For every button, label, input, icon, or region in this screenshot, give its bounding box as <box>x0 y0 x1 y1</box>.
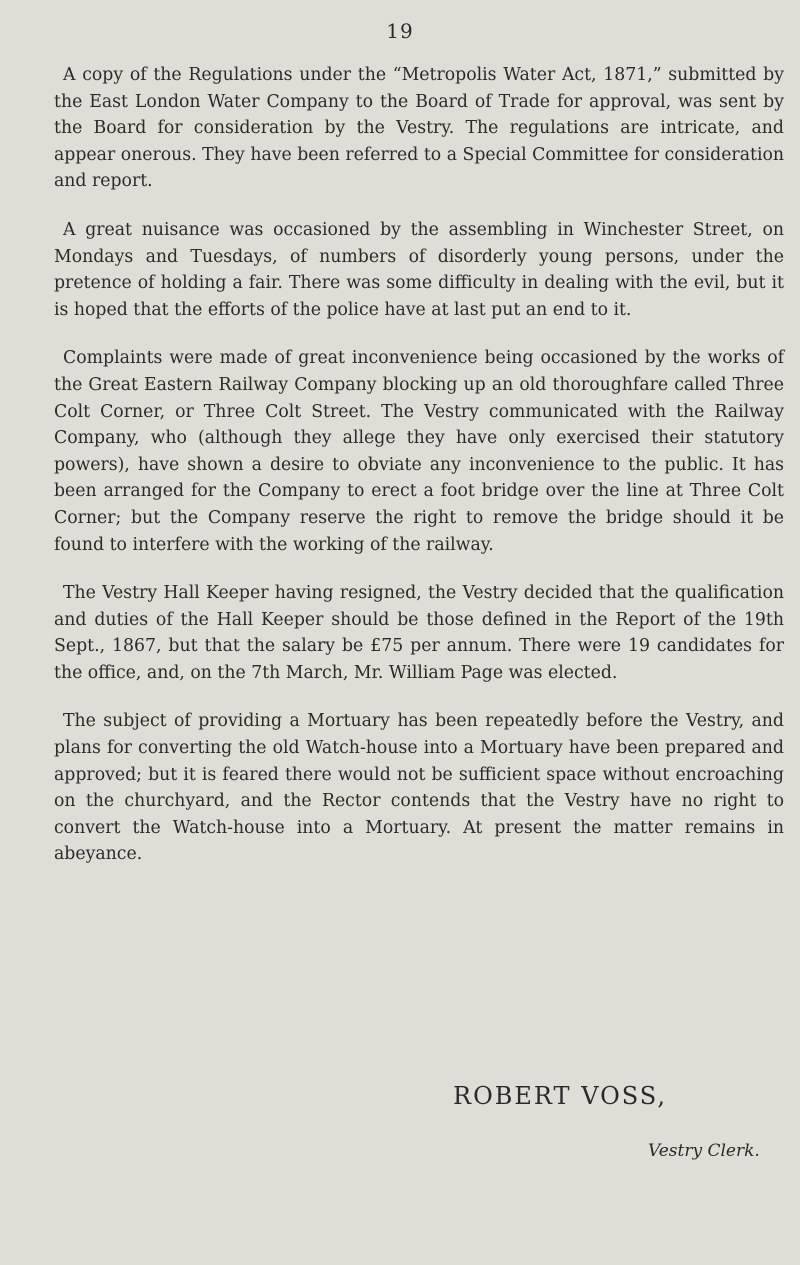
body-text <box>54 62 784 890</box>
paragraph-hall-keeper: The Vestry Hall Keeper having resigned, the Vestry decided that the qualification and duties of the Hall Keeper should be those defined in the Report of the 19th Sept., 1867, but that the salary be £75 per annum. There were 19 candidates for the office, and, on the 7th March, Mr. William Page was elected. <box>54 583 784 683</box>
paragraph-water-act-regulations: A copy of the Regulations under the “Metropolis Water Act, 1871,” submitted by the East London Water Company to the Board of Trade for approval, was sent by the Board for consideration by the Vestry. The regulations are intricate, and appear onerous. They have been referred to a Special Committee for consideration and report. <box>54 65 784 192</box>
paragraph-three-colt-corner: Complaints were made of great inconvenience being occasioned by the works of the Great Eastern Railway Company blocking up an old thoroughfare called Three Colt Corner, or Three Colt Street. The Vestry communicated with the Railway Company, who (although they allege they have only exercised their statutory powers), have shown a desire to obviate any inconvenience to the public. It has been arranged for the Company to erect a foot bridge over the line at Three Colt Corner; but the Company reserve the right to remove the bridge should it be found to interfere with the working of the railway. <box>54 348 784 555</box>
paragraph-winchester-street-nuisance: A great nuisance was occasioned by the assembling in Winchester Street, on Mondays and Tuesdays, of numbers of disorderly young persons, under the pretence of holding a fair. There was some difficulty in dealing with the evil, but it is hoped that the efforts of the police have at last put an end to it. <box>54 219 784 320</box>
signatory-title: Vestry Clerk. <box>648 1141 760 1161</box>
page-number: 19 <box>386 19 414 43</box>
signatory-name: ROBERT VOSS, <box>453 1082 668 1110</box>
paragraph-mortuary: The subject of providing a Mortuary has been repeatedly before the Vestry, and plans for converting the old Watch-house into a Mortuary have been prepared and approved; but it is feared there would not be sufficient space without encroaching on the churchyard, and the Rector contends that the Vestry have no right to convert the Watch-house into a Mortuary. At present the matter remains in abeyance. <box>54 711 784 865</box>
